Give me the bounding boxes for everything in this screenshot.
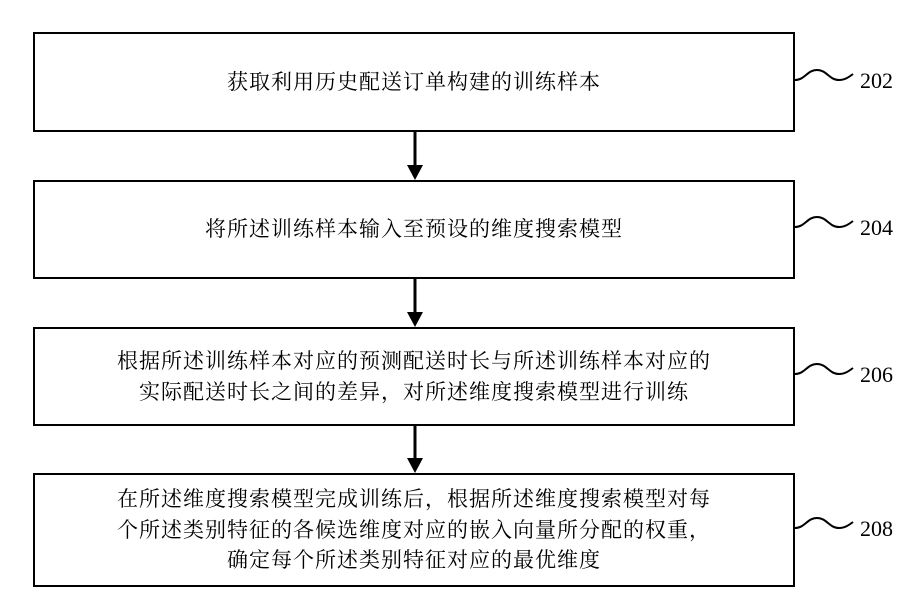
flow-ref-202: 202 xyxy=(860,68,893,93)
flow-ref-206: 206 xyxy=(860,362,893,387)
flow-ref-208: 208 xyxy=(860,516,893,541)
flow-node-206-label: 根据所述训练样本对应的预测配送时长与所述训练样本对应的 实际配送时长之间的差异，对所述维度搜索模型进行训练 xyxy=(117,349,711,404)
leader-squiggle-202 xyxy=(795,62,855,92)
leader-squiggle-208 xyxy=(795,510,855,540)
leader-squiggle-204 xyxy=(795,209,855,239)
flow-node-208-label: 在所述维度搜索模型完成训练后，根据所述维度搜索模型对每 个所述类别特征的各候选维度对应的嵌入向量所分配的权重， 确定每个所述类别特征对应的最优维度 xyxy=(117,487,711,573)
flow-node-204-label: 将所述训练样本输入至预设的维度搜索模型 xyxy=(205,217,623,242)
flow-node-206 xyxy=(33,327,795,426)
flow-node-204 xyxy=(33,180,795,279)
flow-node-202 xyxy=(33,32,795,132)
arrow-206-to-208 xyxy=(402,426,428,475)
flow-ref-204: 204 xyxy=(860,215,893,240)
arrow-204-to-206 xyxy=(402,279,428,329)
arrow-202-to-204 xyxy=(402,132,428,182)
leader-squiggle-206 xyxy=(795,356,855,386)
flow-node-208 xyxy=(33,473,795,587)
flow-node-202-label: 获取利用历史配送订单构建的训练样本 xyxy=(227,69,601,94)
